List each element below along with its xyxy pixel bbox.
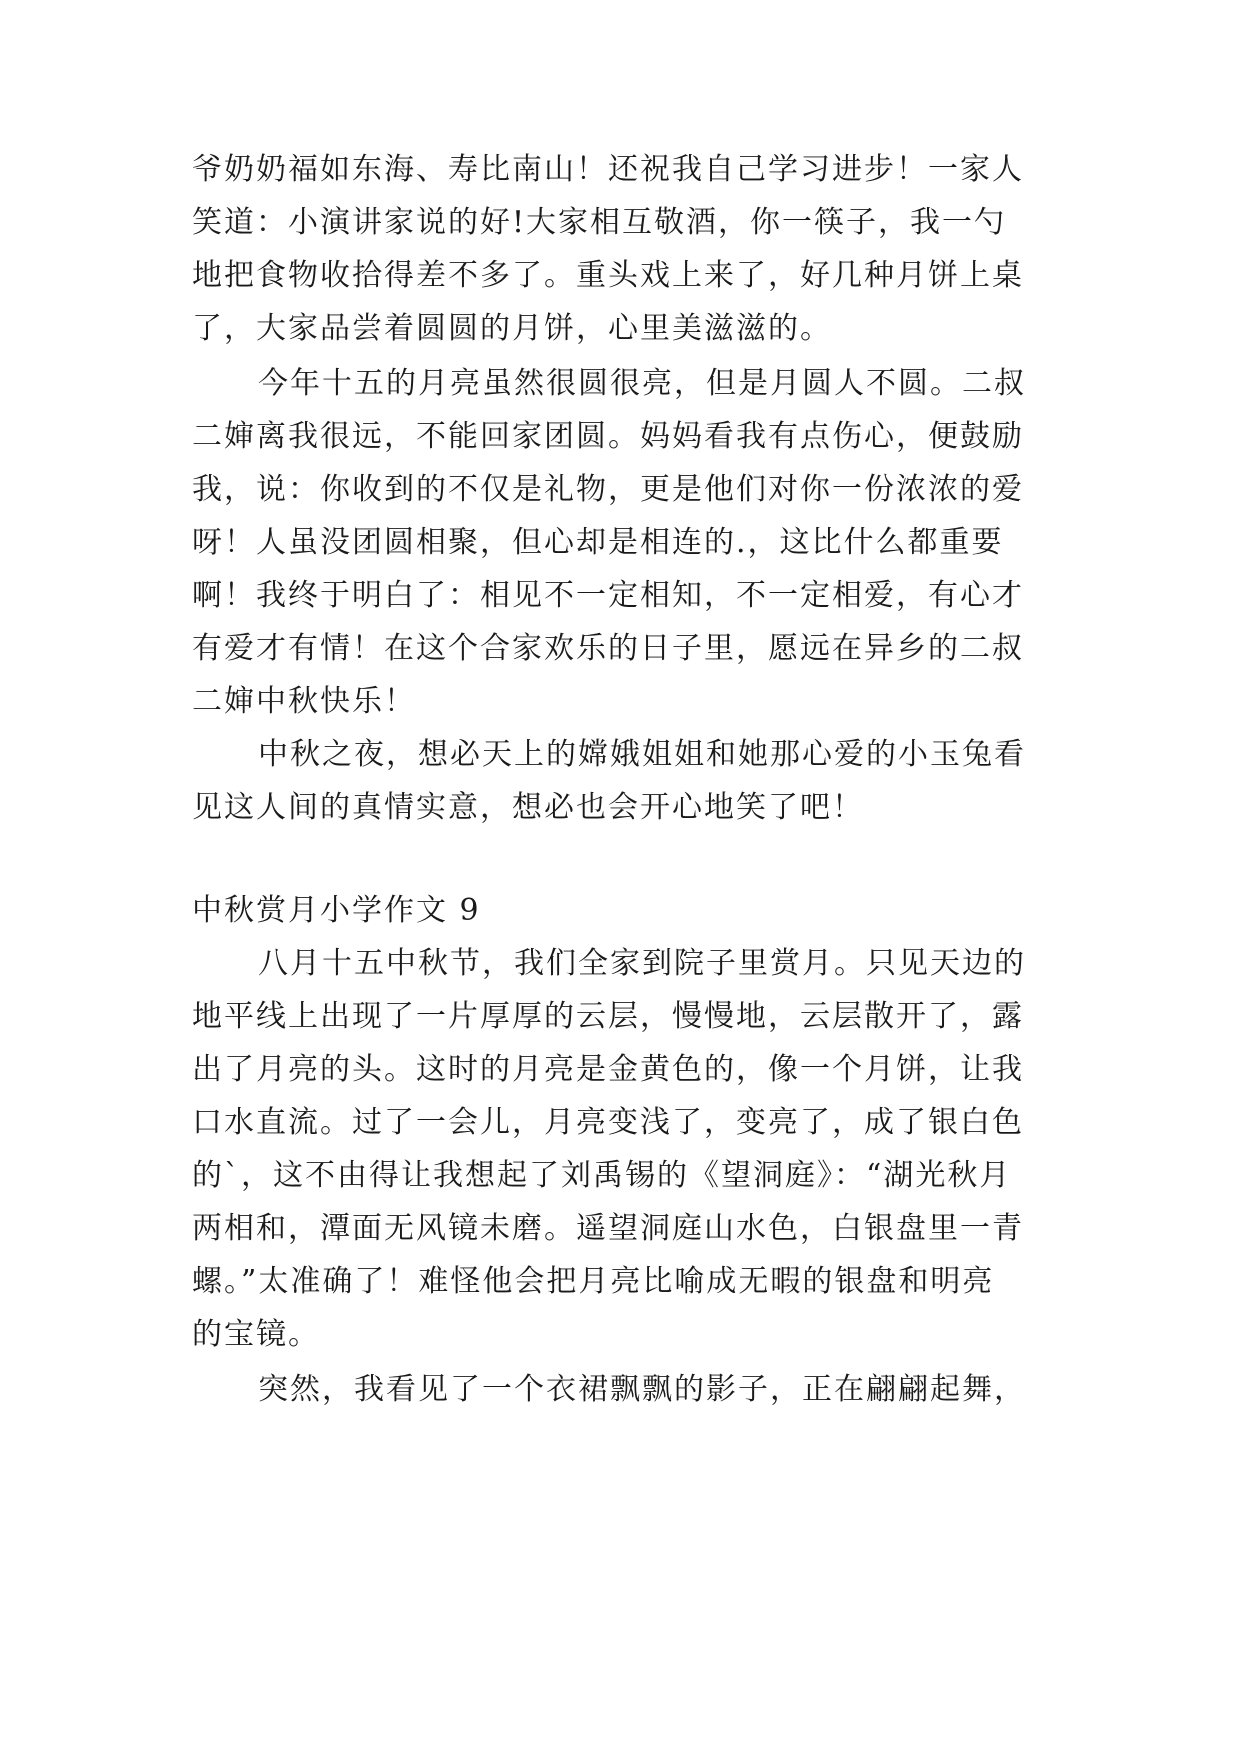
text-line: 的宝镜。 — [192, 1317, 320, 1352]
text-line: 啊！我终于明白了：相见不一定相知，不一定相爱，有心才 — [192, 578, 1024, 613]
text-line: 八月十五中秋节，我们全家到院子里赏月。只见天边的 — [258, 946, 1026, 981]
text-line: 我，说：你收到的不仅是礼物，更是他们对你一份浓浓的爱 — [192, 472, 1024, 507]
text-line: 螺。”太准确了！难怪他会把月亮比喻成无暇的银盘和明亮 — [192, 1264, 995, 1299]
text-line: 两相和，潭面无风镜未磨。遥望洞庭山水色，白银盘里一青 — [192, 1211, 1024, 1246]
text-line: 突然，我看见了一个衣裙飘飘的影子，正在翩翩起舞， — [258, 1372, 1026, 1407]
text-line: 二婶中秋快乐！ — [192, 684, 416, 719]
text-line: 见这人间的真情实意，想必也会开心地笑了吧！ — [192, 790, 864, 825]
text-line: 了，大家品尝着圆圆的月饼，心里美滋滋的。 — [192, 311, 832, 346]
text-line: 二婶离我很远，不能回家团圆。妈妈看我有点伤心，便鼓励 — [192, 419, 1024, 454]
text-line: 笑道：小演讲家说的好!大家相互敬酒，你一筷子，我一勺 — [192, 205, 1007, 240]
text-line: 中秋之夜，想必天上的嫦娥姐姐和她那心爱的小玉兔看 — [258, 737, 1026, 772]
text-line: 呀！人虽没团圆相聚，但心却是相连的.，这比什么都重要 — [192, 525, 1004, 560]
text-line: 出了月亮的头。这时的月亮是金黄色的，像一个月饼，让我 — [192, 1052, 1024, 1087]
text-line: 爷奶奶福如东海、寿比南山！还祝我自己学习进步！一家人 — [192, 152, 1024, 187]
text-line: 的`，这不由得让我想起了刘禹锡的《望洞庭》：“湖光秋月 — [192, 1158, 1012, 1193]
text-line: 地把食物收拾得差不多了。重头戏上来了，好几种月饼上桌 — [192, 258, 1024, 293]
text-line: 今年十五的月亮虽然很圆很亮，但是月圆人不圆。二叔 — [258, 366, 1026, 401]
text-line: 口水直流。过了一会儿，月亮变浅了，变亮了，成了银白色 — [192, 1105, 1024, 1140]
text-line: 有爱才有情！在这个合家欢乐的日子里，愿远在异乡的二叔 — [192, 631, 1024, 666]
section-heading: 中秋赏月小学作文 9 — [192, 893, 481, 928]
text-line: 地平线上出现了一片厚厚的云层，慢慢地，云层散开了，露 — [192, 999, 1024, 1034]
